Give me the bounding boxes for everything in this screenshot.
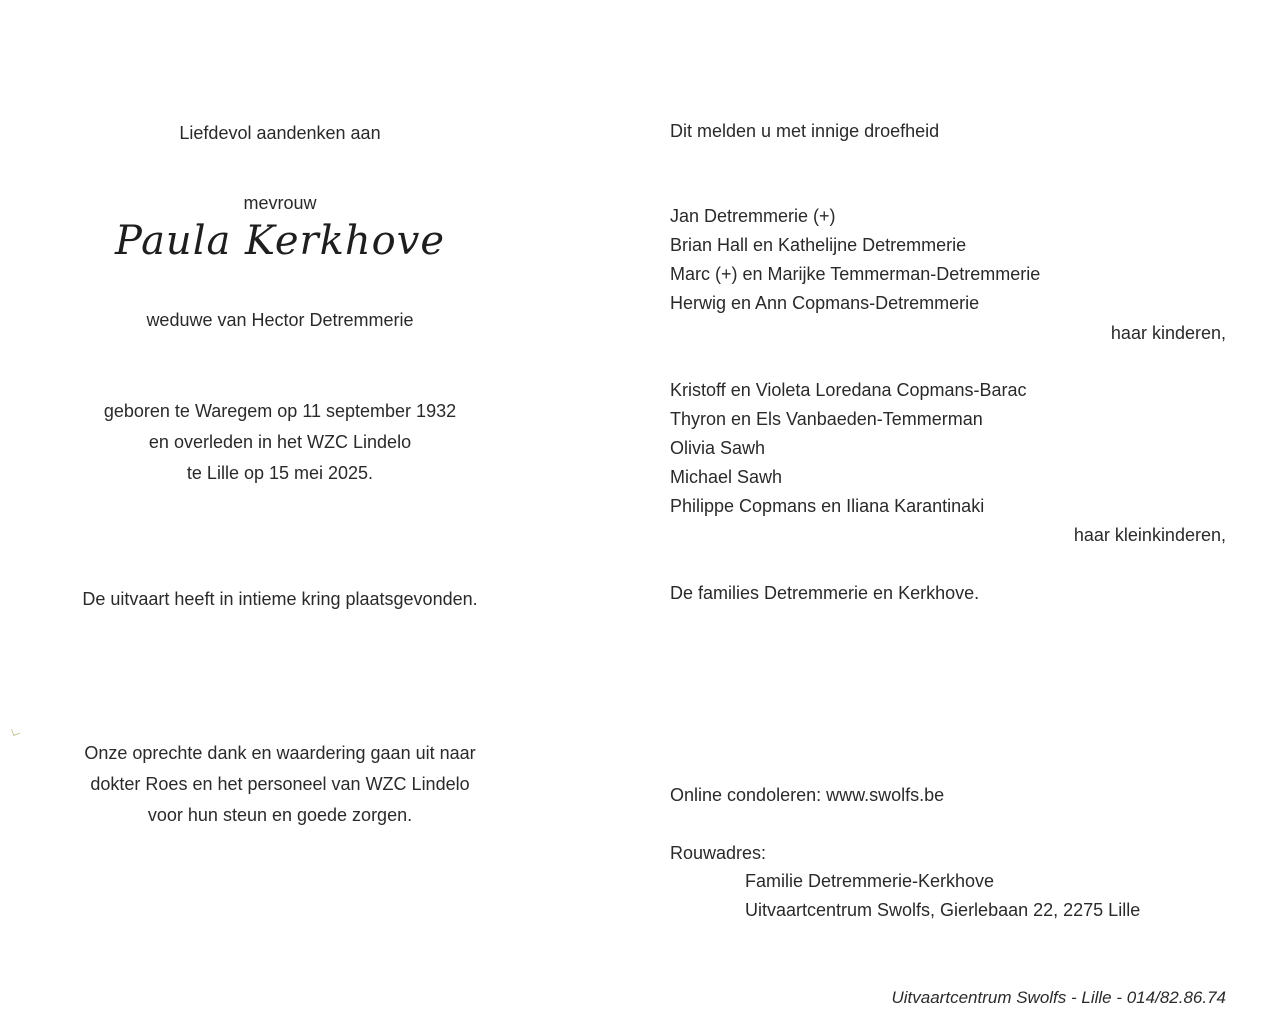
funeral-block [40,584,520,615]
death-line: en overleden in het WZC Lindelo [148,432,412,452]
address-line: Uitvaartcentrum Swolfs, Gierlebaan 22, 2275 Lille [745,900,1141,920]
grandchildren-label: haar kleinkinderen, [1073,525,1226,545]
thanks-line: voor hun steun en goede zorgen. [147,805,413,825]
address-label-block [670,838,766,869]
paper-speck [11,727,20,736]
intro-text [40,118,520,149]
grandchildren-label-block [1074,520,1226,551]
birth-line: geboren te Waregem op 11 september 1932 [103,401,457,421]
honorific-block [40,188,520,219]
list-item: Marc (+) en Marijke Temmerman-Detremmerie [670,264,1041,284]
list-item: Jan Detremmerie (+) [670,206,836,226]
list-item: Kristoff en Violeta Loredana Copmans-Barac [670,380,1027,400]
list-item: Philippe Copmans en Iliana Karantinaki [670,496,985,516]
footer-text: Uitvaartcentrum Swolfs - Lille - 014/82.86.74 [891,988,1226,1007]
families-block [670,578,979,609]
grandchildren-list [670,376,1027,521]
children-list [670,202,1040,318]
deceased-name-signature [40,218,520,264]
thanks-line: dokter Roes en het personeel van WZC Lindelo [90,774,470,794]
death-place-line: te Lille op 15 mei 2025. [186,463,374,483]
spouse-block [40,305,520,336]
funeral-text: De uitvaart heeft in intieme kring plaatsgevonden. [82,589,478,609]
list-item: Michael Sawh [670,467,783,487]
address-line: Familie Detremmerie-Kerkhove [745,871,995,891]
spouse-text: weduwe van Hector Detremmerie [146,310,414,330]
children-label-block [1111,318,1226,349]
condolence-block [670,780,944,811]
announcement-text: Dit melden u met innige droefheid [670,121,940,141]
deceased-name: Paula Kerkhove [114,218,446,264]
footer-block [892,982,1227,1013]
list-item: Brian Hall en Kathelijne Detremmerie [670,235,967,255]
announcement-intro [670,116,939,147]
thanks-line: Onze oprechte dank en waardering gaan uit naar [84,743,476,763]
honorific: mevrouw [243,193,317,213]
address-label: Rouwadres: [670,843,767,863]
thanks-block [40,738,520,831]
children-label: haar kinderen, [1110,323,1226,343]
list-item: Thyron en Els Vanbaeden-Temmerman [670,409,983,429]
address-block [745,867,1140,925]
list-item: Olivia Sawh [670,438,766,458]
condolence-text: Online condoleren: www.swolfs.be [670,785,945,805]
families-text: De families Detremmerie en Kerkhove. [670,583,980,603]
list-item: Herwig en Ann Copmans-Detremmerie [670,293,980,313]
birth-death-block [40,396,520,489]
intro-label: Liefdevol aandenken aan [179,123,381,143]
